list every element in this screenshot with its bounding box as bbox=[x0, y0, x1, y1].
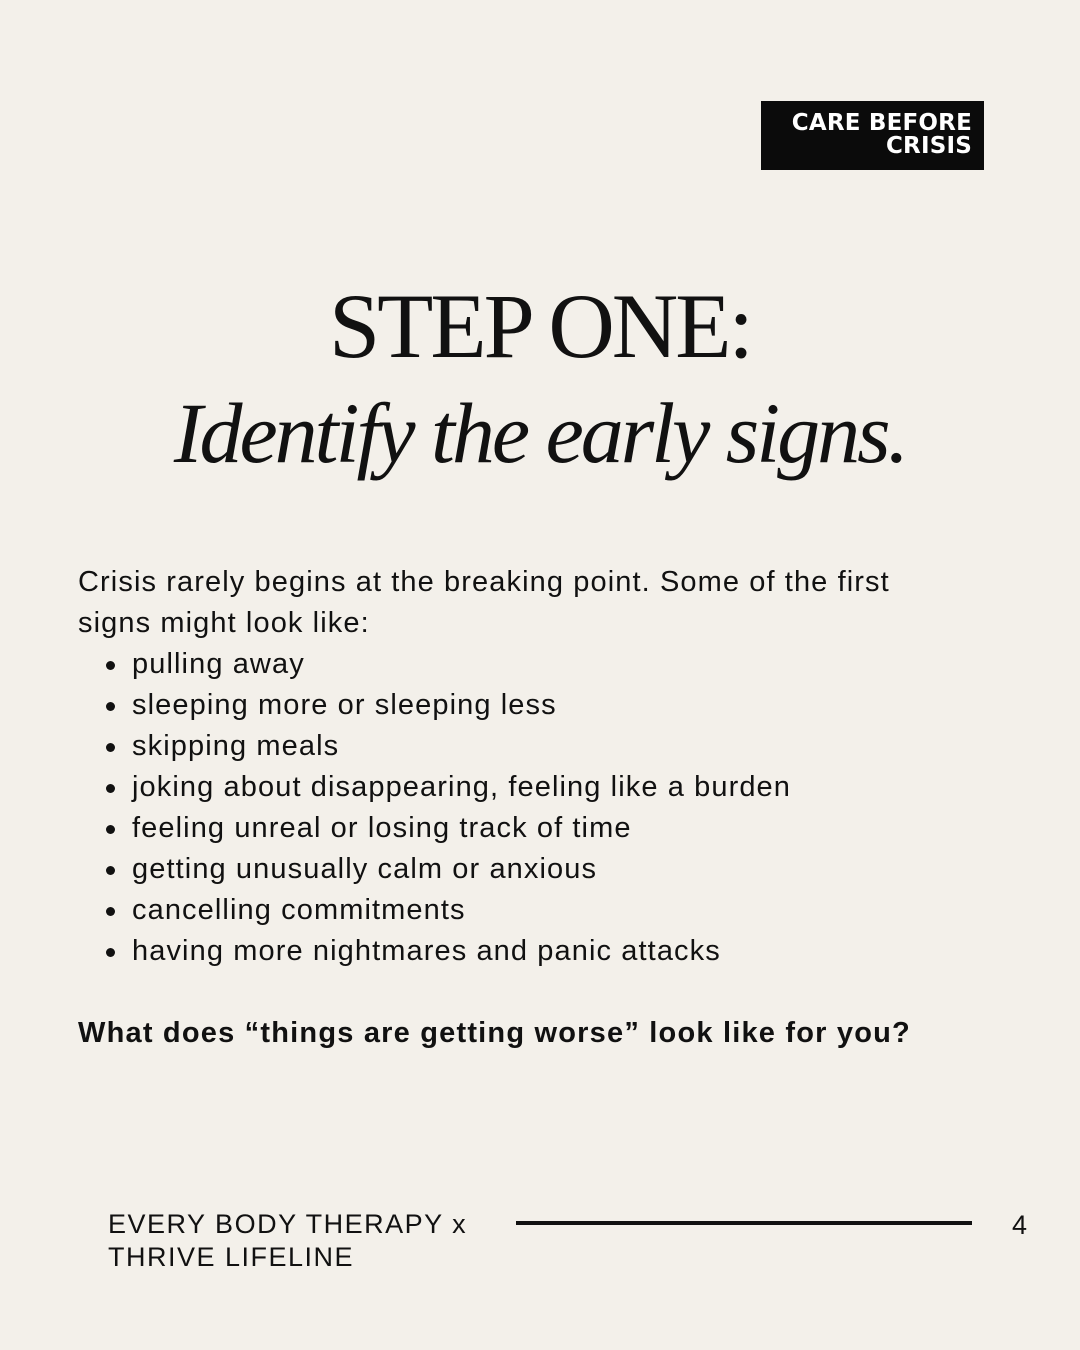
bullet-icon bbox=[106, 866, 115, 875]
list-item-text: cancelling commitments bbox=[132, 894, 466, 926]
step-heading: STEP ONE: bbox=[329, 275, 751, 377]
bullet-icon bbox=[106, 743, 115, 752]
list-item-text: skipping meals bbox=[132, 730, 340, 762]
footer-credit bbox=[108, 1208, 467, 1274]
list-item bbox=[104, 767, 791, 808]
list-item-text: joking about disappearing, feeling like a burden bbox=[132, 771, 792, 803]
list-item bbox=[104, 890, 791, 931]
badge-line-2: CRISIS bbox=[885, 133, 972, 159]
footer-line-1: EVERY BODY THERAPY x bbox=[108, 1209, 468, 1239]
step-subheading: Identify the early signs. bbox=[173, 385, 907, 481]
early-signs-list bbox=[104, 644, 791, 972]
page-number: 4 bbox=[1012, 1210, 1028, 1240]
bullet-icon bbox=[106, 784, 115, 793]
intro-line-2: signs might look like: bbox=[78, 607, 370, 639]
list-item-text: pulling away bbox=[132, 648, 305, 680]
bullet-icon bbox=[106, 702, 115, 711]
reflection-question: What does “things are getting worse” look like for you? bbox=[78, 1017, 911, 1049]
bullet-icon bbox=[106, 661, 115, 670]
badge-line-1: CARE BEFORE bbox=[791, 110, 972, 136]
bullet-icon bbox=[106, 948, 115, 957]
list-item bbox=[104, 808, 791, 849]
list-item bbox=[104, 849, 791, 890]
footer-divider bbox=[516, 1221, 972, 1225]
intro-line-1: Crisis rarely begins at the breaking point. Some of the first bbox=[78, 566, 890, 598]
list-item bbox=[104, 644, 791, 685]
list-item bbox=[104, 726, 791, 767]
care-before-crisis-badge bbox=[761, 101, 984, 170]
bullet-icon bbox=[106, 825, 115, 834]
intro-paragraph bbox=[78, 562, 998, 644]
list-item bbox=[104, 685, 791, 726]
list-item-text: sleeping more or sleeping less bbox=[132, 689, 557, 721]
list-item-text: having more nightmares and panic attacks bbox=[132, 935, 721, 967]
list-item bbox=[104, 931, 791, 972]
list-item-text: getting unusually calm or anxious bbox=[132, 853, 598, 885]
bullet-icon bbox=[106, 907, 115, 916]
footer-line-2: THRIVE LIFELINE bbox=[108, 1242, 355, 1272]
list-item-text: feeling unreal or losing track of time bbox=[132, 812, 632, 844]
